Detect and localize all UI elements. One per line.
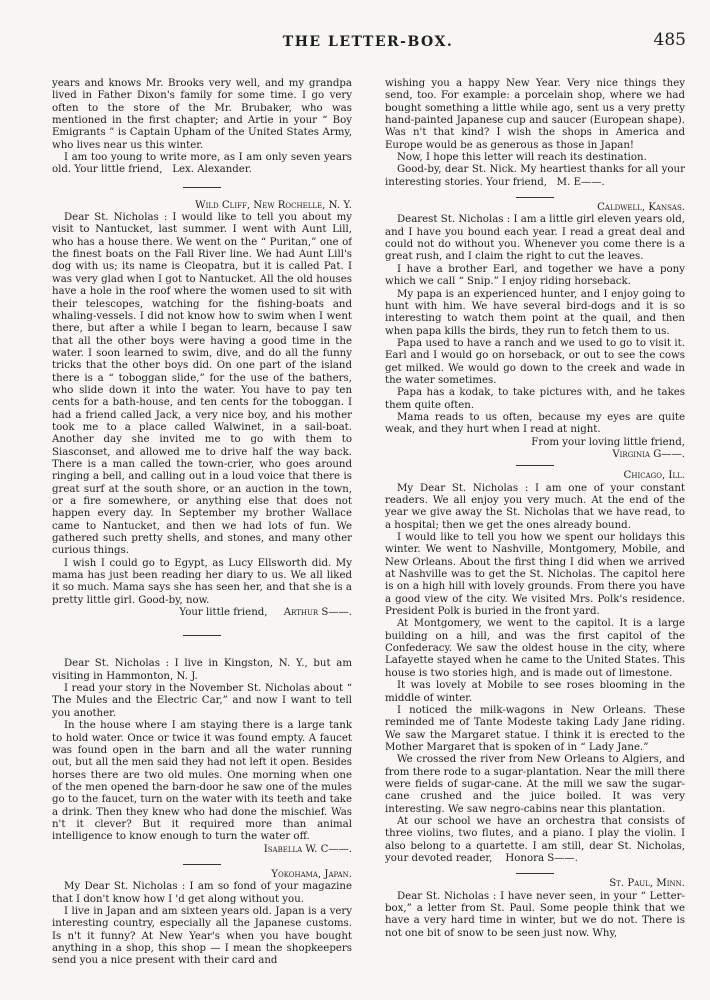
section-divider [516, 873, 554, 874]
letter-paragraph: Now, I hope this letter will reach its destination. [397, 152, 647, 164]
letter-paragraph: I have a brother Earl, and together we have a pony which we call “ Snip.” I enjoy riding horseback. [385, 263, 685, 288]
letter-paragraph: I live in Japan and am sixteen years old. Japan is a very interesting country, especially all the Japanese customs. Is n't it funny? At New Year's when you have bought anything in a shop, this shop — I mean the shopkeepers send you a nice present with their card and [52, 905, 352, 967]
letter-paragraph: We crossed the river from New Orleans to Algiers, and from there rode to a sugar-plantation. Near the mill there were fields of sugar-cane. At the mill we saw the sugar-cane crushed and the juice boiled. It was very interesting. We saw negro-cabins near this plantation. [385, 754, 685, 815]
running-title: THE LETTER-BOX. [282, 34, 454, 50]
letter-paragraph: I noticed the milk-wagons in New Orleans. These reminded me of Tante Modeste taking Lady Jane riding. We saw the Margaret statue. I think it is erected to the Mother Margaret that is spoken of in “ Lady Jane.” [385, 704, 685, 753]
dateline: Wild Cliff, New Rochelle, N. Y. [195, 199, 352, 211]
letter-alexander [52, 78, 352, 177]
letter-paragraph: Papa has a kodak, to take pictures with, and he takes them quite often. [385, 387, 685, 411]
letter-paragraph: It was lovely at Mobile to see roses blooming in the middle of winter. [385, 680, 685, 704]
letter-paragraph: Dear St. Nicholas : I live in Kingston, N. Y., but am visiting in Hammonton, N. J. [52, 658, 352, 682]
signature: Isabella W. C——. [263, 843, 352, 855]
letter-arthur [52, 200, 352, 620]
letter-paragraph: Dearest St. Nicholas : I am a little girl eleven years old, and I have you bound each year. I read a great deal and could not do without you. Whenever you come there is a great rush, and I claim the right to cut the leaves. [385, 214, 685, 263]
dateline: Yokohama, Japan. [271, 868, 352, 880]
signature-line: Your little friend, Arthur S——. [179, 607, 352, 619]
signature: M. E——. [556, 176, 605, 188]
letter-paragraph: Good-by, dear St. Nick. My heartiest thanks for all your interesting stories. Your friend, M. E——. [385, 164, 685, 188]
section-divider [516, 197, 554, 198]
letter-st-paul [385, 878, 685, 940]
signature-line [52, 844, 352, 856]
letter-paragraph: I read your story in the November St. Nicholas about “ The Mules and the Electric Car,” and now I want to tell you another. [52, 683, 352, 719]
letter-paragraph: In the house where I am staying there is a large tank to hold water. Once or twice it was found empty. A faucet was found open in the barn and all the water running out, but all the men said they had not left it open. Besides horses there are two old mules. One morning when one of the men opened the barn-door he saw one of the mules go to the faucet, turn on the water with its teeth and take a drink. Then they knew who had done the mischief. Was n't it clever? But it required more than animal intelligence to know enough to turn the water off. [52, 720, 352, 843]
section-divider [183, 187, 221, 188]
letter-paragraph: Dear St. Nicholas : I would like to tell you about my visit to Nantucket, last summer. I went with Aunt Lill, who has a house there. We went on the “ Puritan,” one of the finest boats on the Fall River line. We had Aunt Lill's dog with us; its name is Cleopatra, but it is called Pat. I was very glad when I got to Nantucket. All the old houses have a hole in the roof where the women used to sit with their telescopes, watching for the fishing-boats and whaling-vessels. I did not know how to swim when I went there, but after a while I began to learn, because I saw that all the other boys were having a good time in the water. I soon learned to swim, dive, and do all the funny tricks that the other boys did. On one part of the island there is a “ toboggan slide,” for the use of the bathers, who slide down it into the water. You have to pay ten cents for a bath-house, and ten cents for the toboggan. I had a friend called Jack, a very nice boy, and his mother took me to a place called Walwinet, in a sail-boat. Another day she invited me to go with them to Siasconset, and allowed me to drive half the way back. There is a man called the town-crier, who goes around ringing a bell, and calling out in a loud voice that there is great surf at the south shore, or an auction in the town, or a fire somewhere, or anything else that does not happen every day. In September my brother Wallace came to Nantucket, and then we had lots of fun. We gathered such pretty shells, and stones, and many other curious things. [52, 212, 352, 557]
letter-paragraph: I am too young to write more, as I am only seven years old. Your little friend, Lex. Alexander. [52, 152, 352, 176]
letter-paragraph: wishing you a happy New Year. Very nice things they send, too. For example: a porcelain shop, where we had bought something a little while ago, sent us a very pretty hand-painted Japanese cup and saucer (European shape). Was n't that kind? I wish the shops in America and Europe would be as generous as those in Japan! [385, 78, 685, 151]
right-column [385, 78, 685, 990]
signature: Virginia G——. [612, 448, 685, 460]
signature: Honora S——. [505, 852, 578, 864]
letter-paragraph: My Dear St. Nicholas : I am one of your constant readers. We all enjoy you very much. At the end of the year we give away the St. Nicholas that we have read, to a hospital; then we get the ones already bound. [385, 482, 685, 531]
letter-paragraph: I would like to tell you how we spent our holidays this winter. We went to Nashville, Montgomery, Mobile, and New Orleans. About the first thing I did when we arrived at Nashville was to get the St. Nicholas. The capitol here is on a high hill with lovely grounds. From there you have a good view of the city. We visited Mrs. Polk's residence. President Polk is buried in the front yard. [385, 532, 685, 618]
letter-paragraph: I wish I could go to Egypt, as Lucy Ellsworth did. My mama has just been reading her diary to us. We all liked it so much. Mama says she has seen her, and that she is a pretty little girl. Good-by, now. [52, 557, 352, 606]
letter-yokohama [52, 869, 352, 968]
left-column [52, 78, 352, 990]
page-header [50, 30, 686, 54]
letter-honora [385, 470, 685, 865]
signature-line: From your loving little friend, [531, 436, 685, 448]
dateline: St. Paul, Minn. [609, 878, 685, 890]
letter-paragraph: At our school we have an orchestra that consists of three violins, two flutes, and a piano. I play the violin. I also belong to a quartette. I am still, dear St. Nicholas, your devoted reader, Honora S——. [385, 815, 685, 864]
letter-paragraph: My Dear St. Nicholas : I am so fond of your magazine that I don't know how I 'd get along without you. [52, 881, 352, 905]
letter-paragraph: years and knows Mr. Brooks very well, and my grandpa lived in Father Dixon's family for some time. I go very often to the store of the Mr. Brubaker, who was mentioned in the first chapter; and Artie in your “ Boy Emigrants ” is Captain Upham of the United States Army, who lives near us this winter. [52, 78, 352, 151]
dateline: Chicago, Ill. [623, 470, 685, 482]
letter-paragraph: At Montgomery, we went to the capitol. It is a large building on a hill, and was the first capitol of the Confederacy. We saw the oldest house in the city, where Lafayette stayed when he came to the United States. This house is two stories high, and is made out of limestone. [385, 618, 685, 679]
signature-line [385, 449, 685, 461]
page-number: 485 [653, 30, 686, 50]
letter-paragraph: Mama reads to us often, because my eyes are quite weak, and they hurt when I read at night. [385, 411, 685, 436]
letter-paragraph: Dear St. Nicholas : I have never seen, in your “ Letter-box,” a letter from St. Paul. Some people think that we have a very hard time in winter, but we do not. There is not one bit of snow to be seen just now. Why, [385, 890, 685, 939]
section-divider [516, 465, 554, 466]
letter-virginia [385, 202, 685, 461]
dateline: Caldwell, Kansas. [597, 202, 685, 214]
letter-paragraph: Papa used to have a ranch and we used to go to visit it. Earl and I would go on horseback, or out to see the cows get milked. We would go down to the creek and wade in the water sometimes. [385, 337, 685, 386]
letter-paragraph: My papa is an experienced hunter, and I enjoy going to hunt with him. We have several bird-dogs and it is so interesting to watch them point at the quail, and then when papa kills the birds, they run to fetch them to us. [385, 288, 685, 337]
letter-isabella [52, 658, 352, 856]
letter-me [385, 78, 685, 189]
signature: Lex. Alexander. [172, 164, 252, 176]
signature: Arthur S——. [283, 607, 352, 619]
section-divider [183, 635, 221, 636]
section-divider [183, 864, 221, 865]
